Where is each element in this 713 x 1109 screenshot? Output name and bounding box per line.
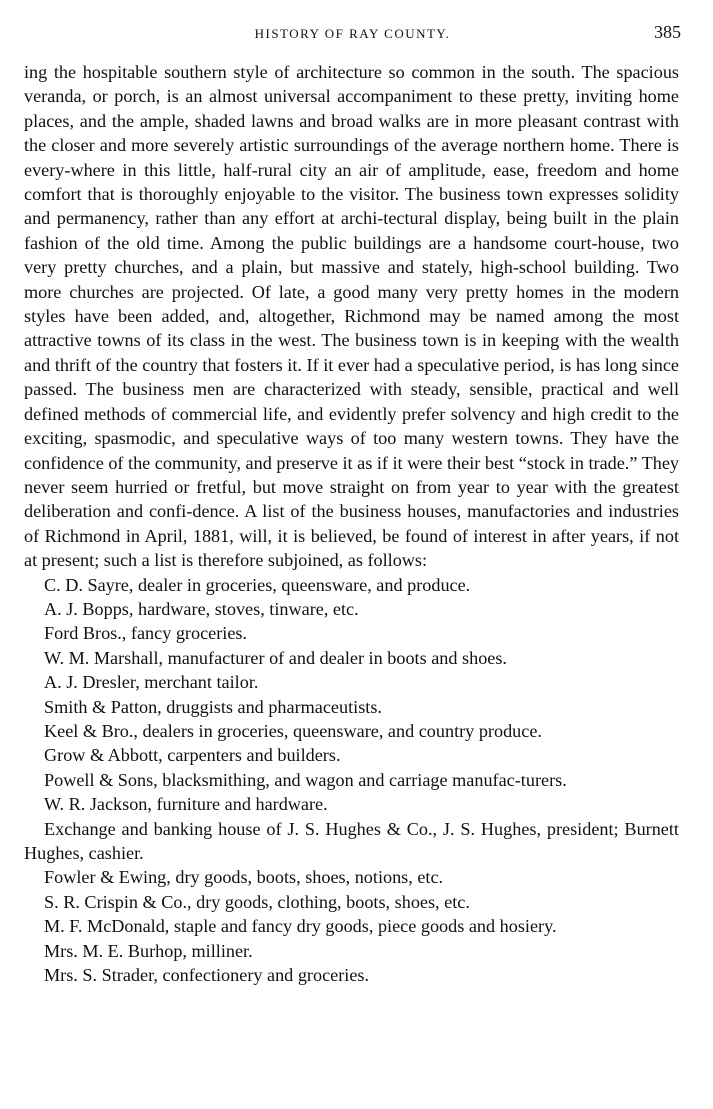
body-text: [24, 60, 679, 987]
business-entry: W. M. Marshall, manufacturer of and dealer in boots and shoes.: [44, 647, 507, 668]
business-entry: A. J. Dresler, merchant tailor.: [44, 672, 259, 693]
business-entry: Mrs. S. Strader, confectionery and groceries.: [44, 965, 370, 986]
business-entry: Smith & Patton, druggists and pharmaceutists.: [44, 696, 382, 717]
business-entry: Mrs. M. E. Burhop, milliner.: [44, 940, 253, 961]
business-entry: S. R. Crispin & Co., dry goods, clothing, boots, shoes, etc.: [44, 891, 470, 912]
business-list: [24, 573, 679, 988]
business-entry: C. D. Sayre, dealer in groceries, queensware, and produce.: [44, 574, 471, 595]
business-entry: A. J. Bopps, hardware, stoves, tinware, etc.: [44, 598, 359, 619]
business-entry: Keel & Bro., dealers in groceries, queensware, and country produce.: [44, 720, 542, 741]
business-entry: Ford Bros., fancy groceries.: [44, 623, 248, 644]
business-entry: Grow & Abbott, carpenters and builders.: [44, 745, 341, 766]
business-entry: W. R. Jackson, furniture and hardware.: [44, 794, 328, 815]
page-header: [24, 22, 681, 48]
opening-paragraph: ing the hospitable southern style of architecture so common in the south. The spacious veranda, or porch, is an almost universal accompaniment to these pretty, inviting home places, and the ample, shaded lawns and broad walks are in more pleasant contrast with the closer and more severely artistic surroundings of the average northern home. There is every-where in this little, half-rural city an air of amplitude, ease, freedom and home comfort that is thoroughly enjoyable to the visitor. The business town expresses solidity and permanency, rather than any effort at archi-tectural display, being built in the plain fashion of the old time. Among the public buildings are a handsome court-house, two very pretty churches, and a plain, but massive and stately, high-school building. Two more churches are projected. Of late, a good many very pretty homes in the modern styles have been added, and, altogether, Richmond may be named among the most attractive towns of its class in the west. The business town is in keeping with the wealth and thrift of the country that fosters it. If it ever had a speculative period, is has long since passed. The business men are characterized with steady, sensible, practical and well defined methods of commercial life, and evidently prefer solvency and high credit to the exciting, spasmodic, and speculative ways of too many western towns. They have the confidence of the community, and preserve it as if it were their best “stock in trade.” They never seem hurried or fretful, but move straight on from year to year with the greatest deliberation and confi-dence. A list of the business houses, manufactories and industries of Richmond in April, 1881, will, it is believed, be found of interest in after years, if not at present; such a list is therefore subjoined, as follows:: [24, 62, 680, 571]
page-number: 385: [654, 22, 681, 42]
business-entry: Exchange and banking house of J. S. Hughes & Co., J. S. Hughes, president; Burnett Hughes, cashier.: [24, 818, 679, 863]
business-entry: M. F. McDonald, staple and fancy dry goods, piece goods and hosiery.: [44, 916, 557, 937]
business-entry: Powell & Sons, blacksmithing, and wagon and carriage manufac-turers.: [44, 769, 567, 790]
business-entry: Fowler & Ewing, dry goods, boots, shoes, notions, etc.: [44, 867, 444, 888]
running-head: HISTORY OF RAY COUNTY.: [254, 26, 451, 41]
